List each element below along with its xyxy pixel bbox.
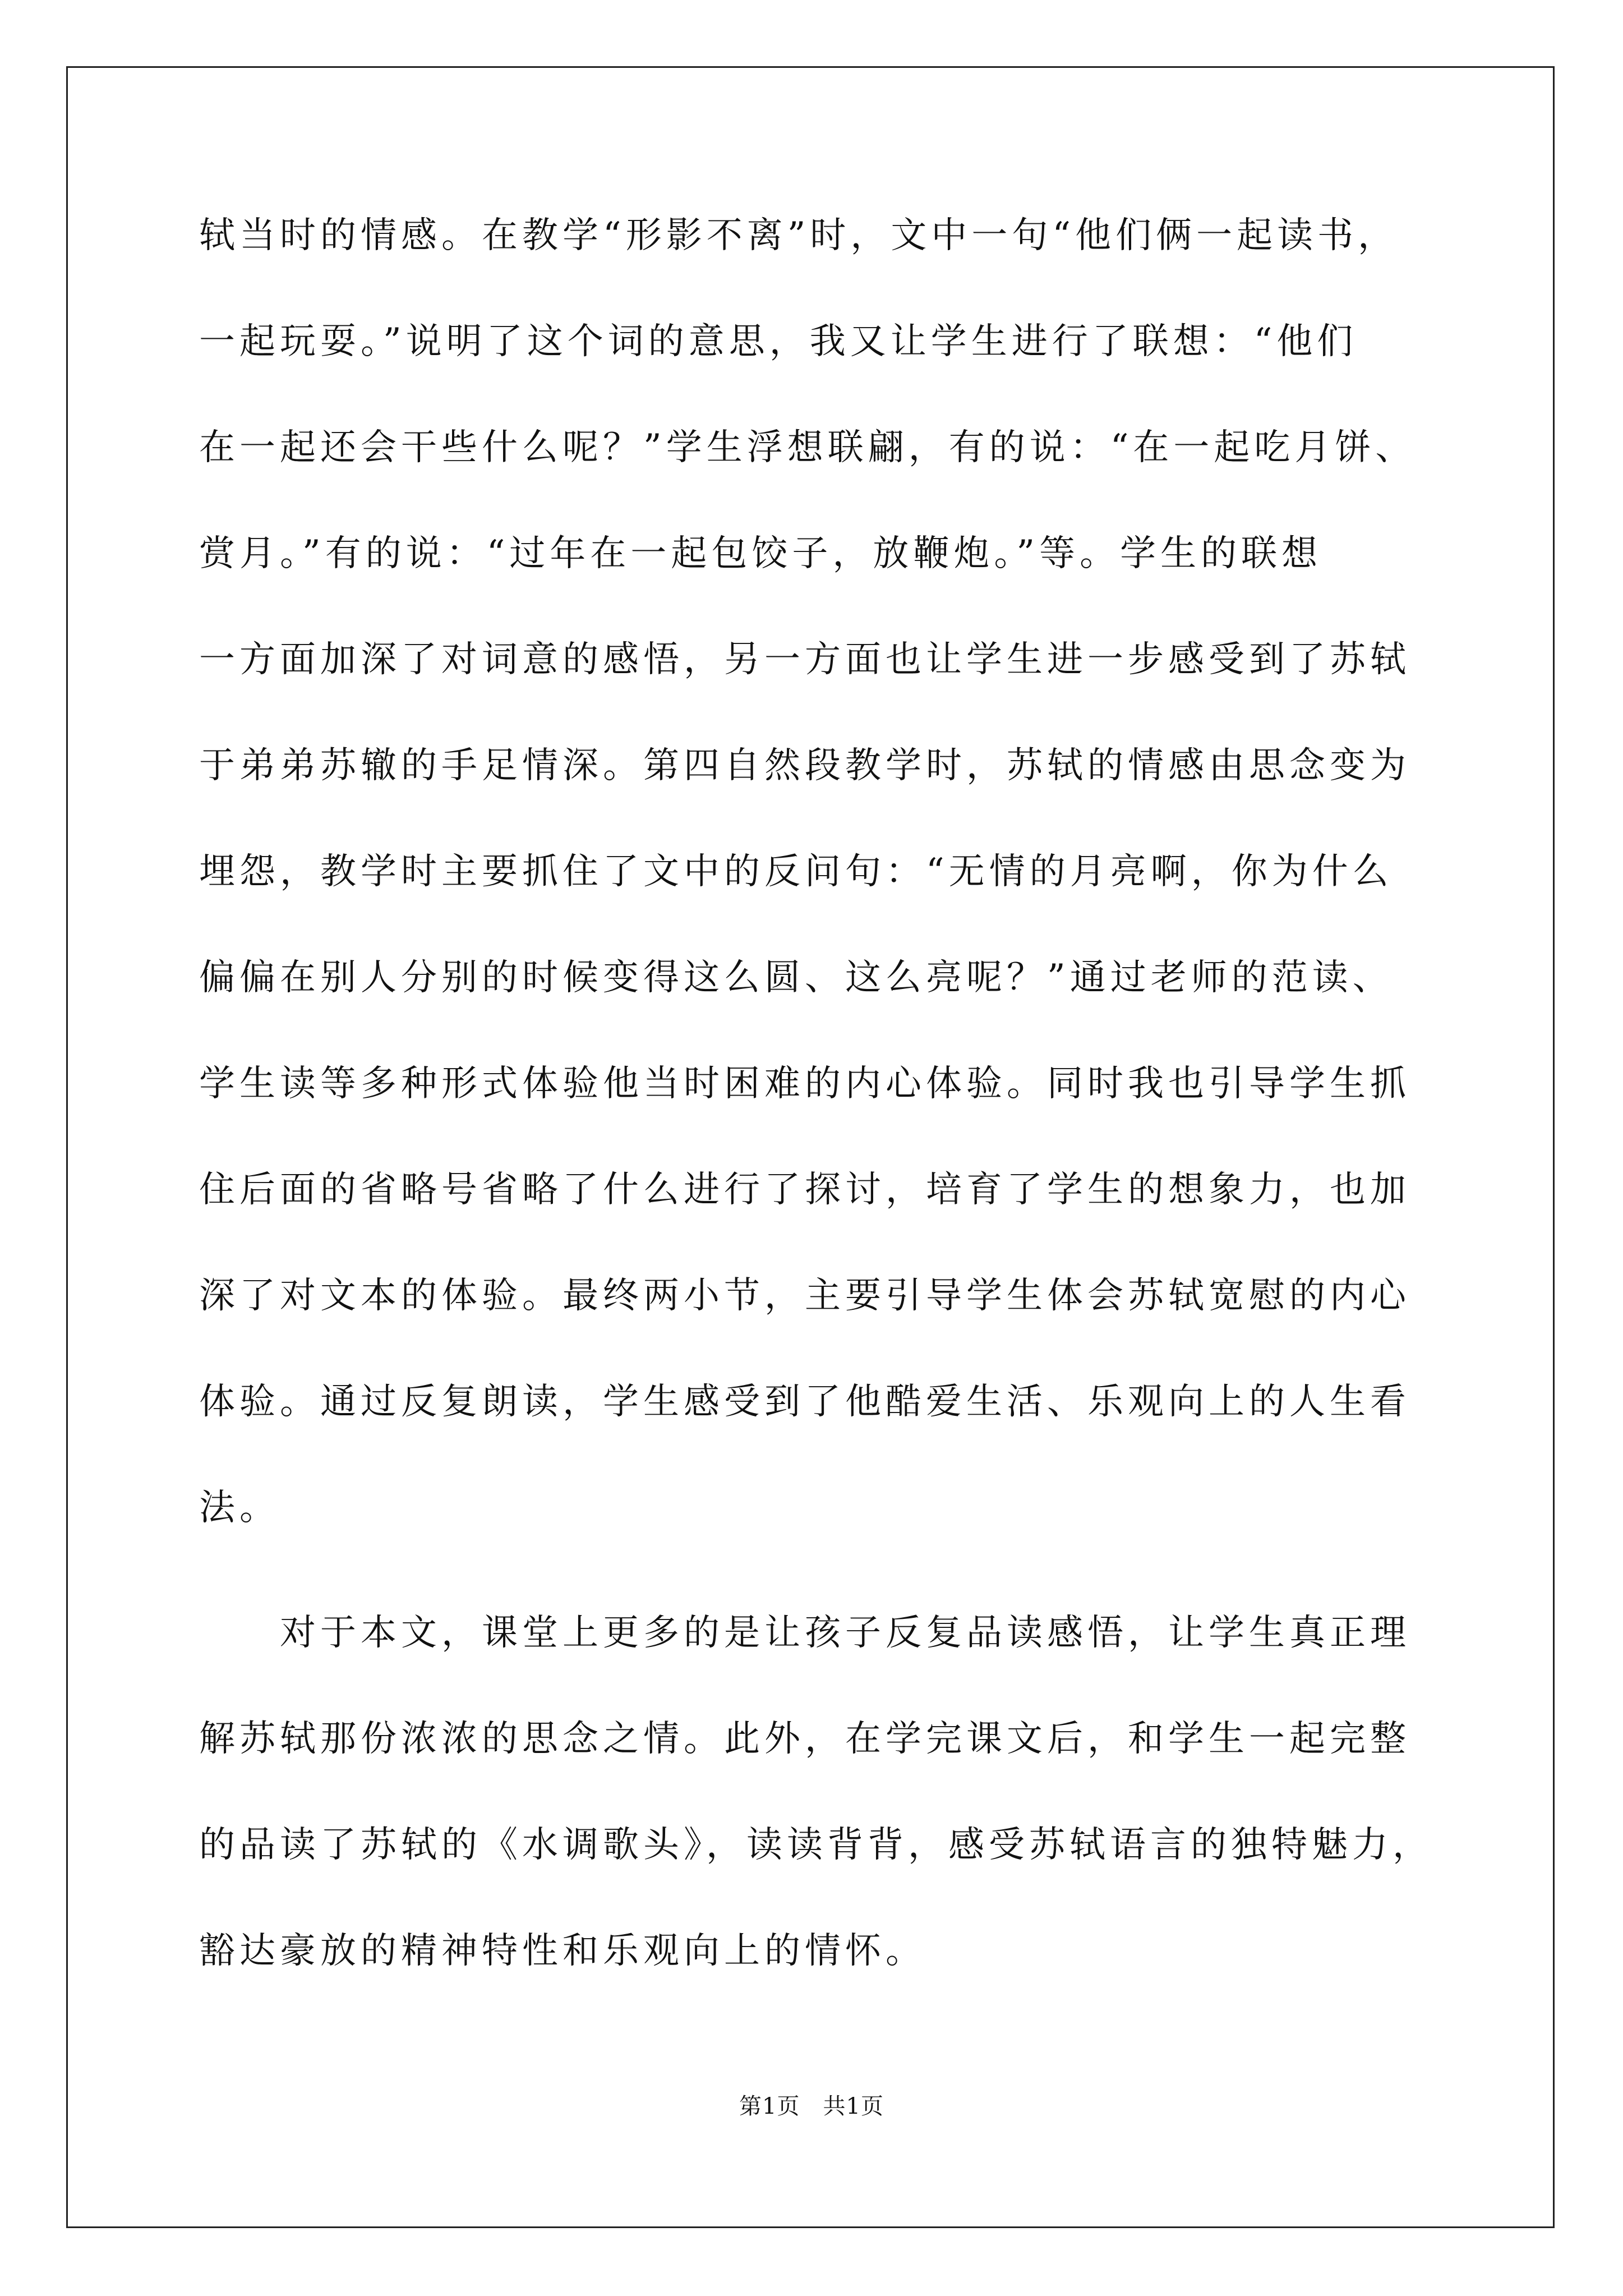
text-line: 偏偏在别人分别的时候变得这么圆、这么亮呢？”通过老师的范读、: [199, 957, 1393, 999]
text-line: 解苏轼那份浓浓的思念之情。此外，在学完课文后，和学生一起完整: [199, 1718, 1410, 1760]
text-line: 于弟弟苏辙的手足情深。第四自然段教学时，苏轼的情感由思念变为: [199, 745, 1410, 786]
page-border: [66, 66, 1555, 2228]
text-line: 一方面加深了对词意的感悟，另一方面也让学生进一步感受到了苏轼: [199, 639, 1410, 680]
text-line: 赏月。”有的说：“过年在一起包饺子，放鞭炮。”等。学生的联想: [199, 533, 1322, 574]
page-number-footer: 第1页 共1页: [739, 2093, 884, 2119]
text-line: 体验。通过反复朗读，学生感受到了他酷爱生活、乐观向上的人生看: [199, 1381, 1410, 1423]
text-line: 在一起还会干些什么呢？”学生浮想联翩，有的说：“在一起吃月饼、: [199, 427, 1416, 468]
text-line: 的品读了苏轼的《水调歌头》，读读背背，感受苏轼语言的独特魅力，: [199, 1824, 1433, 1866]
text-line: 一起玩耍。”说明了这个词的意思，我又让学生进行了联想：“他们: [199, 321, 1358, 362]
text-line: 对于本文，课堂上更多的是让孩子反复品读感悟，让学生真正理: [199, 1612, 1410, 1654]
text-line: 豁达豪放的精神特性和乐观向上的情怀。: [199, 1930, 926, 1972]
text-line: 法。: [199, 1487, 280, 1529]
text-line: 深了对文本的体验。最终两小节，主要引导学生体会苏轼宽慰的内心: [199, 1275, 1410, 1317]
text-line: 学生读等多种形式体验他当时困难的内心体验。同时我也引导学生抓: [199, 1063, 1410, 1105]
text-line: 埋怨，教学时主要抓住了文中的反问句：“无情的月亮啊，你为什么: [199, 851, 1393, 892]
text-line: 住后面的省略号省略了什么进行了探讨，培育了学生的想象力，也加: [199, 1169, 1410, 1211]
text-line: 轼当时的情感。在教学“形影不离”时，文中一句“他们俩一起读书，: [199, 215, 1399, 256]
